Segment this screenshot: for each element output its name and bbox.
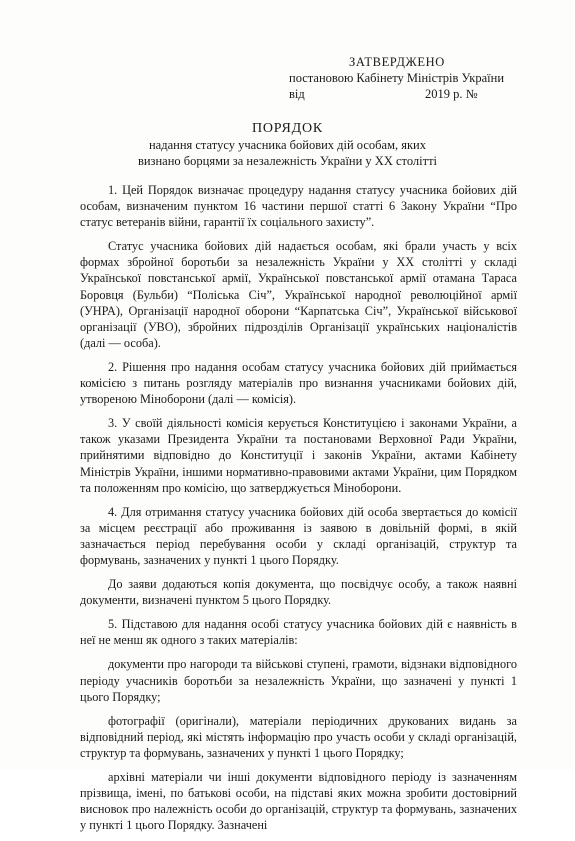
approval-date-prefix: від: [289, 87, 305, 101]
document-subtitle: [0, 137, 575, 169]
list-item-photos: фотографії (оригінали), матеріали періодичних друкованих видань за відповідний період, які містять інформацію про участь особи у складі організацій, структур та формувань, зазначених у пункті 1 цього Порядку;: [80, 713, 517, 760]
paragraph-5: 5. Підставою для надання особі статусу учасника бойових дій є наявність в неї не менш як одного з таких матеріалів:: [80, 617, 517, 648]
document-body: [80, 182, 517, 841]
paragraph-attachments: До заяви додаються копія документа, що посвідчує особу, а також наявні документи, визначені пунктом 5 цього Порядку.: [80, 577, 517, 608]
subtitle-line: надання статусу учасника бойових дій особам, яких: [148, 138, 426, 152]
paragraph-status: Статус учасника бойових дій надається особам, які брали участь у всіх формах збройної боротьби за незалежність України у ХХ столітті у складі Української повстанської армії, Української повстанської армії отамана Тараса Боровця (Бульби) “Поліська Січ”, Української народної революційної армії (УНРА), Організації народної оборони “Карпатська Січ”, Української військової організації (УВО), збройних підрозділів Організації українських націоналістів (далі — особа).: [80, 239, 517, 350]
approval-stamp: ЗАТВЕРДЖЕНО: [349, 55, 445, 69]
approval-date-line: [289, 86, 478, 102]
document-title: ПОРЯДОК: [251, 121, 324, 136]
subtitle-line: визнано борцями за незалежність України у ХХ столітті: [137, 154, 438, 168]
approval-authority: постановою Кабінету Міністрів України: [289, 71, 505, 85]
paragraph-2: 2. Рішення про надання особам статусу учасника бойових дій приймається комісією з питань розгляду матеріалів про визнання учасниками бойових дій, утвореною Міноборони (далі — комісія).: [80, 359, 517, 407]
list-item-awards: документи про нагороди та військові ступені, грамоти, відзнаки відповідного періоду учасників боротьби за незалежність України, що зазначені у пункті 1 цього Порядку;: [80, 657, 517, 704]
paragraph-1: 1. Цей Порядок визначає процедуру надання статусу учасника бойових дій особам, визначеним пунктом 16 частини першої статті 6 Закону України “Про статус ветеранів війни, гарантії їх соціального захисту”.: [80, 183, 517, 230]
approval-date: 2019 р. №: [425, 87, 478, 101]
paragraph-4: 4. Для отримання статусу учасника бойових дій особа звертається до комісії за місцем реєстрації або проживання із заявою в довільній формі, в якій зазначається період перебування особи у складі організацій, структур та формувань, зазначених у пункті 1 цього Порядку.: [80, 504, 517, 567]
paragraph-3: 3. У своїй діяльності комісія керується Конституцією і законами України, а також указами Президента України та постановами Верховної Ради України, прийнятими відповідно до Конституції і законів України, актами Кабінету Міністрів України, іншими нормативно-правовими актами України, цим Порядком та положенням про комісію, що затверджується Міноборони.: [80, 416, 517, 495]
list-item-archives: архівні матеріали чи інші документи відповідного періоду із зазначенням прізвища, імені, по батькові особи, на підставі яких можна зробити достовірний висновок про належність особи до організацій, структур та формувань, зазначених у пункті 1 цього Порядку. Зазначені: [80, 770, 517, 833]
